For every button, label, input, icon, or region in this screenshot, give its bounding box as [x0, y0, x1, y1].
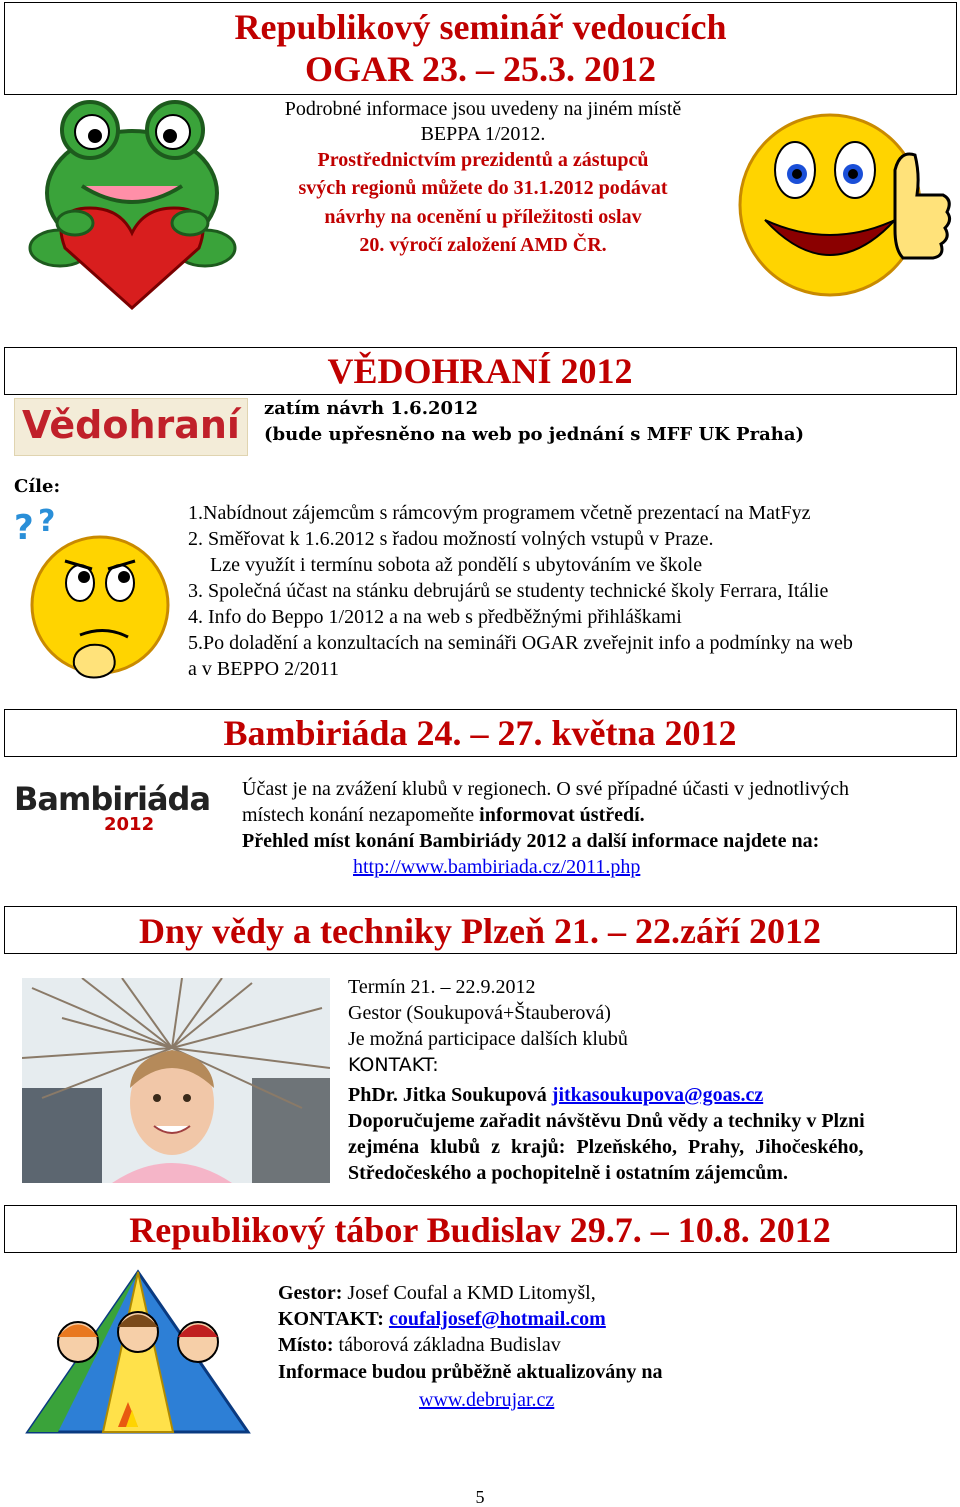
dny-vedy-para2: zejména klubů z krajů: Plzeňského, Prahy, Jihočeského,: [348, 1136, 864, 1158]
dny-vedy-line1: Termín 21. – 22.9.2012: [348, 976, 536, 998]
seminar-bold-line4: 20. výročí založení AMD ČR.: [359, 234, 607, 256]
dny-vedy-contact: [348, 1082, 763, 1108]
goal-item-1: 1.Nabídnout zájemcům s rámcovým programem včetně prezentací na MatFyz: [188, 502, 811, 524]
dny-vedy-line2: Gestor (Soukupová+Štauberová): [348, 1002, 611, 1024]
tabor-kontakt: [278, 1306, 606, 1332]
tabor-gestor-value: Josef Coufal a KMD Litomyšl,: [342, 1282, 596, 1304]
bambiriada-line3: Přehled míst konání Bambiriády 2012 a další informace najdete na:: [242, 830, 820, 852]
bambiriada-logo-text: Bambiriáda: [14, 780, 211, 818]
svg-text:?: ?: [14, 508, 34, 548]
tabor-title: Republikový tábor Budislav 29.7. – 10.8. 2012: [129, 1210, 831, 1250]
goal-item-2b: Lze využít i termínu sobota až pondělí s ubytováním ve škole: [210, 554, 703, 576]
dny-vedy-kontakt-label: KONTAKT:: [348, 1054, 439, 1076]
girl-wire-hat-photo: [22, 978, 330, 1183]
tabor-misto-label: Místo:: [278, 1334, 334, 1356]
goal-item-4: 4. Info do Beppo 1/2012 a na web s předběžnými přihláškami: [188, 606, 682, 628]
dny-vedy-contact-email[interactable]: jitkasoukupova@goas.cz: [551, 1084, 764, 1106]
bambiriada-line2-part1: místech konání nezapomeňte: [242, 804, 480, 826]
dny-vedy-para1: Doporučujeme zařadit návštěvu Dnů vědy a techniky v Plzni: [348, 1110, 865, 1132]
seminar-bold-line2: svých regionů můžete do 31.1.2012 podávat: [298, 177, 668, 199]
thumbs-up-smiley-image: [735, 100, 955, 300]
seminar-info-line2: BEPPA 1/2012.: [420, 123, 546, 145]
thinking-smiley-image: [10, 505, 180, 685]
svg-text:?: ?: [38, 505, 56, 539]
vedohrani-title: VĚDOHRANÍ 2012: [327, 351, 633, 391]
frog-heart-image: [20, 98, 245, 313]
seminar-bold-line1: Prostřednictvím prezidentů a zástupců: [317, 149, 649, 171]
tabor-kontakt-email[interactable]: coufaljosef@hotmail.com: [388, 1308, 606, 1330]
seminar-title-line1: Republikový seminář vedoucích: [234, 7, 727, 47]
tabor-misto-value: táborová základna Budislav: [333, 1334, 561, 1356]
bambiriada-line2: [242, 802, 645, 828]
dny-vedy-title: Dny vědy a techniky Plzeň 21. – 22.září 2012: [139, 911, 821, 951]
dny-vedy-line3: Je možná participace dalších klubů: [348, 1028, 628, 1050]
tabor-gestor-label: Gestor:: [278, 1282, 343, 1304]
tabor-misto: [278, 1332, 561, 1358]
vedohrani-line1: zatím návrh 1.6.2012: [264, 398, 479, 419]
bambiriada-line1-part1: Účast je na zvážení klubů v regionech.: [242, 778, 552, 800]
goal-item-5b: a v BEPPO 2/2011: [188, 658, 339, 680]
goal-item-5: 5.Po doladění a konzultacích na semináři OGAR zveřejnit info a podmínky na web: [188, 632, 853, 654]
bambiriada-link[interactable]: http://www.bambiriada.cz/2011.php: [353, 856, 641, 878]
tabor-web-link[interactable]: www.debrujar.cz: [419, 1389, 555, 1411]
bambiriada-logo: [14, 770, 224, 838]
tabor-gestor: [278, 1280, 596, 1306]
tent-kids-image: [18, 1262, 258, 1438]
tabor-info-line: Informace budou průběžně aktualizovány na: [278, 1361, 663, 1383]
bambiriada-line1-part2: O své případné účasti v jednotlivých: [551, 778, 850, 800]
goals-label: Cíle:: [14, 476, 61, 497]
goal-item-2: 2. Směřovat k 1.6.2012 s řadou možností volných vstupů v Praze.: [188, 528, 714, 550]
page-number: 5: [475, 1487, 485, 1507]
vedohrani-line2: (bude upřesněno na web po jednání s MFF UK Praha): [264, 424, 805, 445]
vedohrani-logo-text: Vědohraní: [22, 403, 240, 447]
seminar-bold-line3: návrhy na ocenění u příležitosti oslav: [324, 206, 642, 228]
dny-vedy-para3: Středočeského a pochopitelně i ostatním zájemcům.: [348, 1162, 788, 1184]
dny-vedy-contact-name: PhDr. Jitka Soukupová: [348, 1084, 552, 1106]
vedohrani-logo: [14, 398, 248, 456]
bambiriada-logo-year: 2012: [104, 814, 155, 835]
goal-item-3: 3. Společná účast na stánku debrujárů se studenty technické školy Ferrara, Itálie: [188, 580, 829, 602]
bambiriada-line1: [242, 776, 849, 802]
bambiriada-title: Bambiriáda 24. – 27. května 2012: [223, 713, 737, 753]
seminar-title-line2: OGAR 23. – 25.3. 2012: [305, 49, 656, 89]
seminar-info-line1: Podrobné informace jsou uvedeny na jiném místě: [284, 98, 682, 120]
bambiriada-line2-part2: informovat ústředí.: [479, 804, 645, 826]
tabor-kontakt-label: KONTAKT:: [278, 1308, 389, 1330]
